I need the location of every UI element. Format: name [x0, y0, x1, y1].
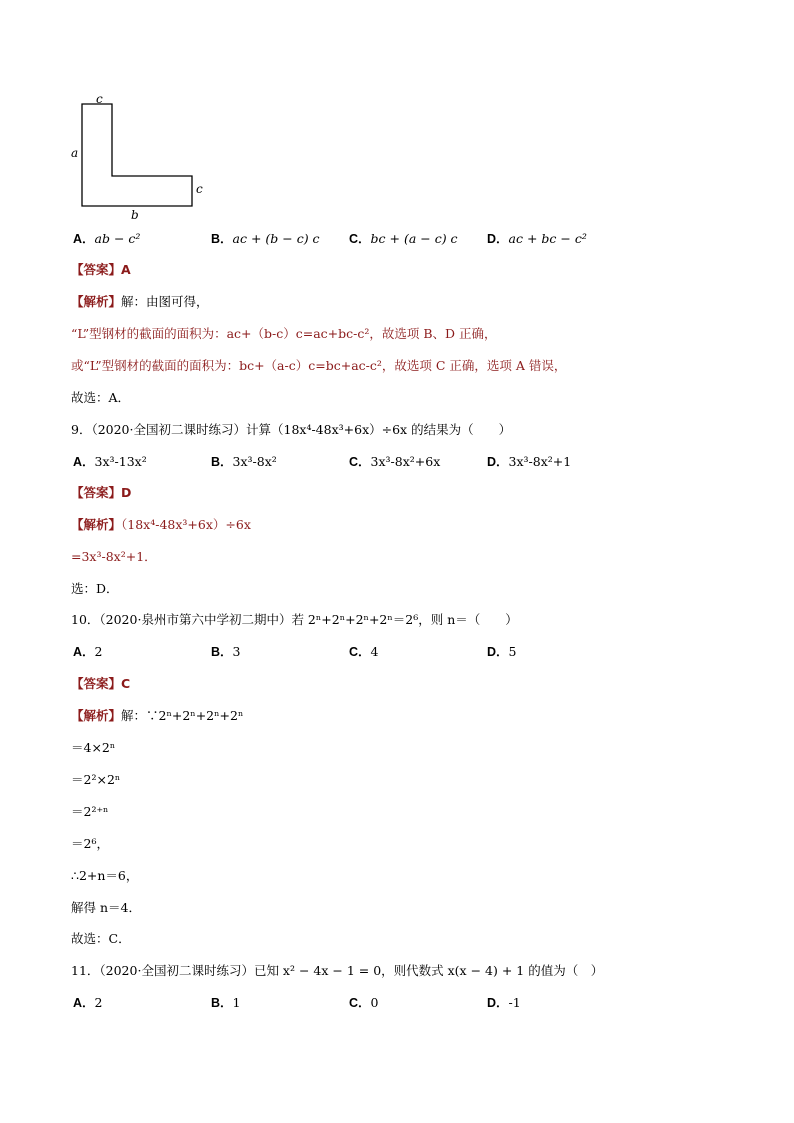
- q10-analysis-line-2: ＝4×2ⁿ: [71, 740, 116, 755]
- q10-option-d: D．5: [487, 644, 517, 659]
- q9-stem: 9．（2020·全国初二课时练习）计算（18x⁴-48x³+6x）÷6x 的结果为（ ）: [71, 422, 512, 437]
- l-shape-figure: [60, 88, 210, 223]
- q9-answer: 【答案】D: [71, 485, 132, 500]
- q10-analysis-line-7: 解得 n＝4．: [71, 900, 141, 915]
- q10-analysis-line-4: ＝2²⁺ⁿ: [71, 804, 109, 819]
- q10-analysis-line-8: 故选：C．: [71, 931, 131, 946]
- q9-option-a: A．3x³-13x²: [73, 454, 147, 469]
- q8-option-a: A．ab − c²: [73, 231, 141, 246]
- q9-option-d: D．3x³-8x²+1: [487, 454, 572, 469]
- q9-option-c: C．3x³-8x²+6x: [349, 454, 441, 469]
- q11-option-c: C．0: [349, 995, 379, 1010]
- q11-option-b: B．1: [211, 995, 241, 1010]
- q10-analysis-line-3: ＝2²×2ⁿ: [71, 772, 121, 787]
- q8-analysis-line-4: 故选：A．: [71, 390, 131, 405]
- q11-stem: 11．（2020·全国初二课时练习）已知 x² − 4x − 1 = 0，则代数式 x(x − 4) + 1 的值为（ ）: [71, 963, 604, 978]
- q10-analysis-line-6: ∴2+n＝6，: [71, 868, 139, 883]
- q8-option-c: C．bc + (a − c) c: [349, 231, 458, 246]
- figure-label-left: a: [71, 146, 79, 160]
- l-shape-outline: [82, 104, 192, 206]
- q9-analysis-line-3: 选：D．: [71, 581, 119, 596]
- q8-option-b: B．ac + (b − c) c: [211, 231, 320, 246]
- q8-analysis-line-1: 【解析】解：由图可得，: [71, 294, 209, 309]
- figure-label-bottom: b: [131, 208, 139, 222]
- figure-label-top: c: [96, 92, 103, 106]
- q8-answer: 【答案】A: [71, 262, 131, 277]
- q10-stem: 10．（2020·泉州市第六中学初二期中）若 2ⁿ+2ⁿ+2ⁿ+2ⁿ＝2⁶，则 n＝（ ）: [71, 612, 518, 627]
- q10-option-a: A．2: [73, 644, 103, 659]
- q8-analysis-line-3: 或“L”型钢材的截面的面积为：bc+（a-c）c=bc+ac-c²，故选项 C 正确，选项 A 错误，: [71, 358, 567, 373]
- q11-option-a: A．2: [73, 995, 103, 1010]
- q8-analysis-line-2: “L”型钢材的截面的面积为：ac+（b-c）c=ac+bc-c²，故选项 B、D 正确，: [71, 326, 497, 341]
- q10-analysis-line-5: ＝2⁶，: [71, 836, 109, 851]
- q10-answer: 【答案】C: [71, 676, 131, 691]
- q10-analysis-line-1: 【解析】解：∵2ⁿ+2ⁿ+2ⁿ+2ⁿ: [71, 708, 244, 723]
- q10-option-b: B．3: [211, 644, 241, 659]
- q8-option-d: D．ac + bc − c²: [487, 231, 587, 246]
- q9-analysis-line-2: =3x³-8x²+1．: [71, 549, 157, 564]
- q9-option-b: B．3x³-8x²: [211, 454, 277, 469]
- q9-analysis-line-1: 【解析】（18x⁴-48x³+6x）÷6x: [71, 517, 251, 532]
- figure-label-right: c: [196, 182, 203, 196]
- q10-option-c: C．4: [349, 644, 379, 659]
- q11-option-d: D．-1: [487, 995, 521, 1010]
